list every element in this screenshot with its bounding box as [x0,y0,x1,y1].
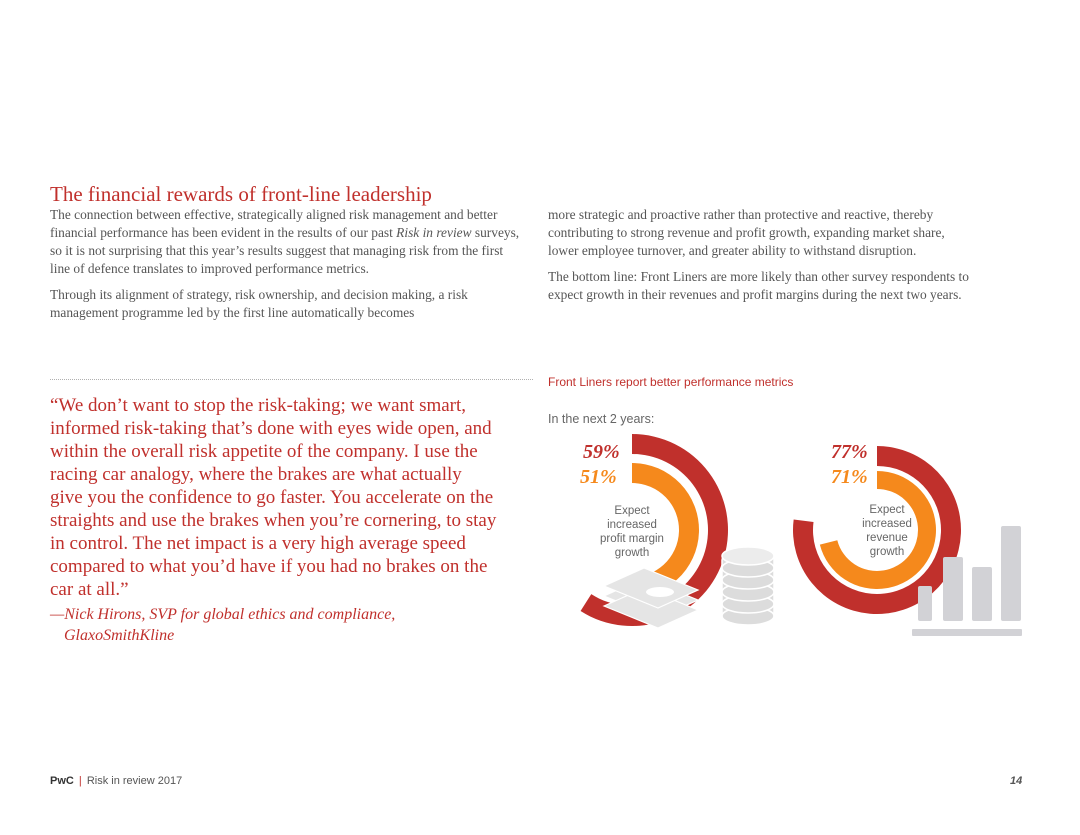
quote-line: informed risk-taking that’s done with eyes wide open, and [50,418,492,439]
body-paragraph: The bottom line: Front Liners are more likely than other survey respondents to expect growth in their revenues and profit margins during the next two years. [548,269,969,302]
revenue-others-value: 71% [831,466,868,488]
quote-line: “We don’t want to stop the risk-taking; we want smart, [50,395,467,416]
brand-name: PwC [50,775,74,787]
body-paragraph: more strategic and proactive rather than protective and reactive, thereby contributing to strong revenue and profit growth, expanding market share, lower employee turnover, and greater ability to withstand disruption. [548,207,945,258]
page-title: The financial rewards of front-line leadership [50,182,432,207]
revenue-front-liners-value: 77% [831,441,868,463]
publication-title-italic: Risk in review [396,225,472,240]
footer-separator: | [78,775,82,787]
quote-line: straights and use the brakes when you’re cornering, to stay [50,510,497,531]
quote-attribution: —Nick Hirons, SVP for global ethics and compliance, GlaxoSmithKline [50,606,396,644]
profit-front-liners-value: 59% [583,441,620,463]
quote-line: racing car analogy, where the brakes are what actually [50,464,462,485]
figure-subtitle: In the next 2 years: [548,412,655,426]
quote-line: compared to what you’d have if you had no brakes on the [50,556,488,577]
page-number: 14 [1010,775,1023,787]
quote-line: in control. The net impact is a very high average speed [50,533,466,554]
body-paragraph: The connection between effective, strategically aligned risk management and better financial performance has been evident in the results of our past Risk in review surveys, so it is not surprising that this year’s results suggest that managing risk from the first line of defence translates to improved performance metrics. [50,207,520,276]
quote-line: within the overall risk appetite of the company. I use the [50,441,478,462]
quote-line: car at all.” [50,579,129,600]
figure-title: Front Liners report better performance metrics [548,375,794,389]
revenue-ring-label: Expect increased revenue growth [862,504,912,558]
body-paragraph: Through its alignment of strategy, risk ownership, and decision making, a risk management programme led by the first line automatically becomes [50,287,468,320]
profit-others-value: 51% [580,466,617,488]
profit-ring-label: Expect increased profit margin growth [600,505,664,559]
publication-name: Risk in review 2017 [86,775,183,787]
page-footer [50,775,182,787]
quote-line: give you the confidence to go faster. You accelerate on the [50,487,494,508]
